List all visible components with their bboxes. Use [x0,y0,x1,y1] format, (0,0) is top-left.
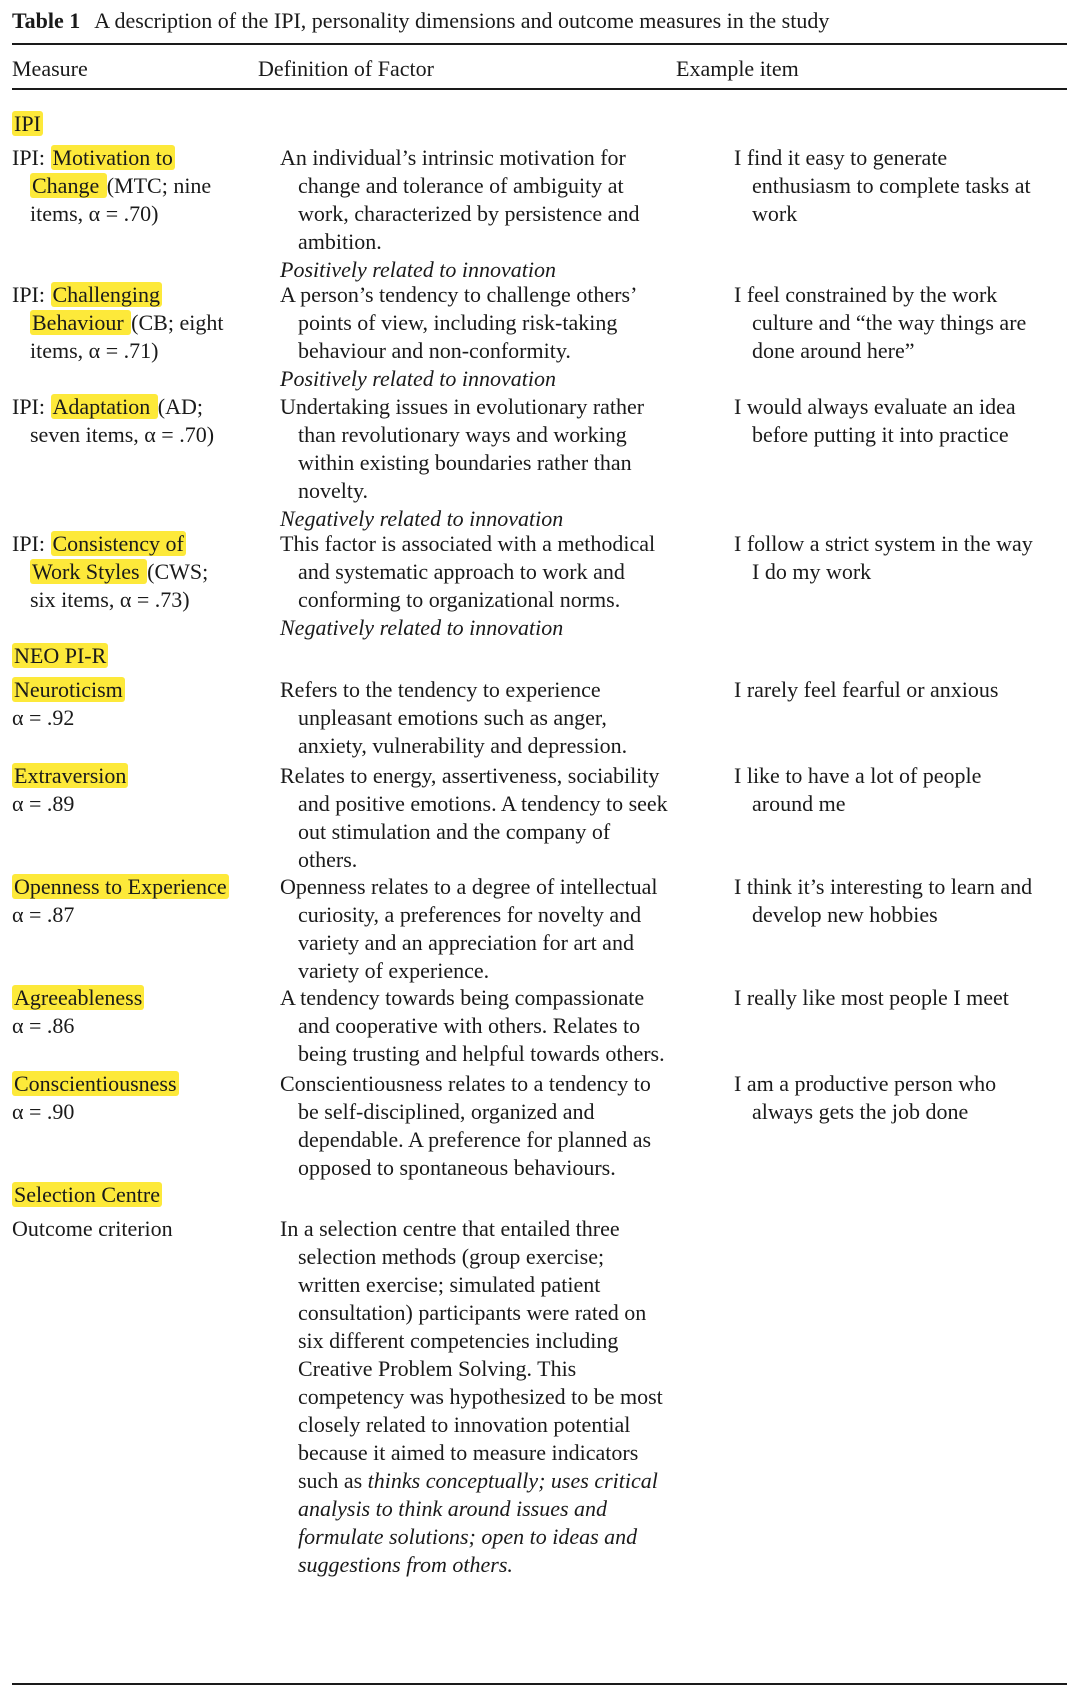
section-ipi: IPI [14,111,41,136]
relation-note: Negatively related to innovation [280,615,564,640]
measure-cell: Openness to Experience α = .87 [12,874,227,927]
definition-cell: In a selection centre that entailed three selection methods (group exercise; written exercise; simulated patient consultation) participants were rated on six different competencies including Creative Problem Solving. This competency was hypothesized to be most closely related to innovation potential because it aimed to measure indicators such as thinks conceptually; uses critical analysis to think around issues and formulate solutions; open to ideas and suggestions from others. [280,1216,663,1577]
table-row-agreeableness [12,984,1067,1070]
table-row-cb [12,281,1067,393]
definition-cell: This factor is associated with a methodical and systematic approach to work and conforming to organizational norms. Negatively related to innovation [280,530,732,642]
top-rule [12,43,1067,45]
definition-cell: Openness relates to a degree of intellectual curiosity, a preferences for novelty and variety and an appreciation for art and variety of experience. [280,874,658,983]
section-neo: NEO PI-R [14,643,107,668]
measure-cell: Outcome criterion [12,1216,173,1241]
example-cell: I rarely feel fearful or anxious [734,677,999,702]
table-body [12,110,1067,1585]
section-row-neo [12,642,1067,676]
header-measure: Measure [12,56,88,81]
table-row-mtc [12,144,1067,281]
section-row-ipi [12,110,1067,144]
measure-cell: IPI: Challenging Behaviour (CB; eight items, α = .71) [12,282,224,363]
table-row-openness [12,873,1067,984]
table-title: A description of the IPI, personality dimensions and outcome measures in the study [94,8,830,33]
measure-cell: IPI: Adaptation (AD; seven items, α = .70) [12,394,215,447]
table-row-conscientiousness [12,1070,1067,1181]
section-selection: Selection Centre [14,1182,161,1207]
relation-note: Negatively related to innovation [280,506,564,531]
example-cell: I like to have a lot of people around me [734,763,982,816]
definition-cell: A tendency towards being compassionate and cooperative with others. Relates to being trusting and helpful towards others. [280,985,665,1066]
definition-cell: Relates to energy, assertiveness, sociability and positive emotions. A tendency to seek out stimulation and the company of others. [280,763,668,872]
definition-cell: A person’s tendency to challenge others’ points of view, including risk-taking behaviour and non-conformity. Positively related to innovation [280,281,732,393]
measure-cell: Extraversion α = .89 [12,763,127,816]
definition-cell: An individual’s intrinsic motivation for change and tolerance of ambiguity at work, characterized by persistence and ambition. Positively related to innovation [280,144,732,284]
definition-cell: Conscientiousness relates to a tendency to be self-disciplined, organized and dependable. A preference for planned as opposed to spontaneous behaviours. [280,1071,652,1180]
table-row-ad [12,393,1067,530]
relation-note: Positively related to innovation [280,366,556,391]
table-row-outcome [12,1215,1067,1585]
definition-cell: Refers to the tendency to experience unpleasant emotions such as anger, anxiety, vulnerability and depression. [280,677,628,758]
measure-cell: IPI: Motivation to Change (MTC; nine items, α = .70) [12,145,212,226]
measure-name-highlight: Motivation to [52,145,173,170]
measure-cell: Conscientiousness α = .90 [12,1071,177,1124]
relation-note: Positively related to innovation [280,257,556,282]
example-cell: I am a productive person who always gets the job done [734,1071,997,1124]
header-rule [12,88,1067,90]
example-cell: I find it easy to generate enthusiasm to complete tasks at work [734,145,1031,226]
measure-cell: IPI: Consistency of Work Styles (CWS; six items, α = .73) [12,531,209,612]
bottom-rule [12,1683,1067,1685]
measure-cell: Agreeableness α = .86 [12,985,143,1038]
table-row-neuroticism [12,676,1067,762]
table-caption [12,6,829,36]
measure-cell: Neuroticism α = .92 [12,677,123,730]
header-definition: Definition of Factor [258,56,434,81]
example-cell: I would always evaluate an idea before putting it into practice [734,394,1016,447]
header-example: Example item [676,56,799,81]
section-row-selection [12,1181,1067,1215]
example-cell: I really like most people I meet [734,985,1009,1010]
example-cell: I think it’s interesting to learn and develop new hobbies [734,874,1033,927]
definition-cell: Undertaking issues in evolutionary rather than revolutionary ways and working within existing boundaries rather than novelty. Negatively related to innovation [280,393,732,533]
table-row-cws [12,530,1067,642]
table-row-extraversion [12,762,1067,873]
table-label: Table 1 [12,8,81,33]
example-cell: I feel constrained by the work culture and “the way things are done around here” [734,282,1027,363]
example-cell: I follow a strict system in the way I do my work [734,531,1033,584]
